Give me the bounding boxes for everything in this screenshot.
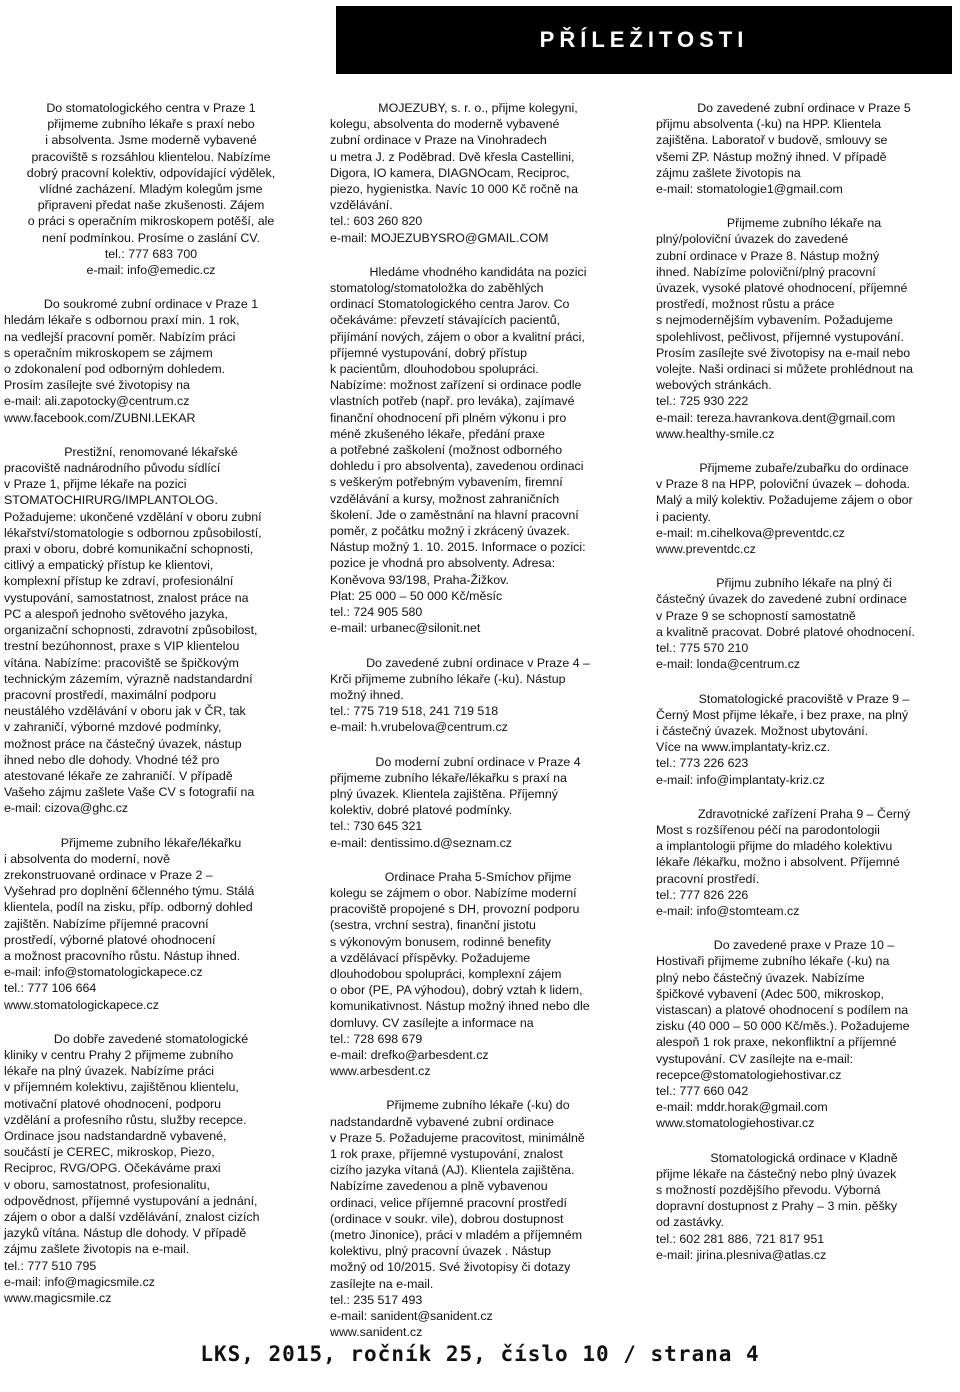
ad-line: na vedlejší pracovní poměr. Nabízím práci xyxy=(4,329,236,344)
ad-line: tel.: 724 905 580 xyxy=(330,605,423,620)
ad-line: zajištěna. Laboratoř v budově, smlouvy se xyxy=(656,133,888,148)
ad-line: Stomatologická ordinace v Kladně xyxy=(710,1150,898,1165)
ad-line: zájmu zašlete životopis na xyxy=(656,165,801,180)
ad-line: a potřebné zaškolení (možnost odborného xyxy=(330,443,563,458)
ad-line: atestované lékaře ze zahraničí. V případě xyxy=(4,768,233,783)
column-3 xyxy=(654,100,952,1281)
ad-line: e-mail: urbanec@silonit.net xyxy=(330,621,481,636)
ad-line: Prestižní, renomované lékařské xyxy=(64,444,238,459)
ad-line: k pacientům, dlouhodobou spolupráci. xyxy=(330,362,539,377)
classified-ad xyxy=(654,1150,952,1263)
ad-line: tel.: 603 260 820 xyxy=(330,214,423,229)
ad-line: www.facebook.com/ZUBNI.LEKAR xyxy=(4,410,196,425)
ad-line: zisku (40 000 – 50 000 Kč/měs.). Požadujeme xyxy=(656,1019,910,1034)
ad-line: Do zavedené praxe v Praze 10 – xyxy=(713,938,895,953)
ad-line: e-mail: ali.zapotocky@centrum.cz xyxy=(4,394,190,409)
ad-line: www.stomatologiehostivar.cz xyxy=(656,1116,815,1131)
classified-ad xyxy=(0,100,298,278)
ad-line: všemi ZP. Nástup možný ihned. V případě xyxy=(656,149,887,164)
ad-line: tel.: 775 570 210 xyxy=(656,641,749,656)
ad-line: příjemné vystupování, dobrý přístup xyxy=(330,345,527,360)
ad-line: v oboru, samostatnost, profesionalitu, xyxy=(4,1177,210,1192)
ad-line: i pacienty. xyxy=(656,509,711,524)
ad-line: Černý Most přijme lékaře, i bez praxe, na plný xyxy=(656,707,909,722)
ad-line: Přijmeme zubaře/zubařku do ordinace xyxy=(699,461,909,476)
ad-line: pozice je vhodná pro absolventy. Adresa: xyxy=(330,556,556,571)
ad-line: hledám lékaře s odbornou praxí min. 1 rok, xyxy=(4,313,240,328)
ad-line: tel.: 777 683 700 xyxy=(104,246,198,261)
ad-line: a vzdělávací příspěvky. Požadujeme xyxy=(330,950,531,965)
ad-line: možnost práce na částečný úvazek, nástup xyxy=(4,736,242,751)
ad-line: Ordinace jsou nadstandardně vybavené, xyxy=(4,1128,227,1143)
ad-line: Do stomatologického centra v Praze 1 xyxy=(46,101,256,115)
ad-line: součástí je CEREC, mikroskop, Piezo, xyxy=(4,1145,215,1160)
ad-line: vzdělávání a kursy, možnost zahraničních xyxy=(330,491,560,506)
ad-line: Malý a milý kolektiv. Požadujeme zájem o obor xyxy=(656,493,913,508)
ad-line: v Praze 5. Požadujeme pracovitost, minimálně xyxy=(330,1130,585,1145)
ad-line: Hledáme vhodného kandidáta na pozici xyxy=(369,264,587,279)
ad-line: (metro Jinonice), práci v mladém a příjemném xyxy=(330,1228,583,1242)
ad-line: ihned. Nabízíme poloviční/plný pracovní xyxy=(656,264,876,279)
ad-line: nadstandardně vybavené zubní ordinace xyxy=(330,1114,554,1129)
ad-line: s výkonovým bonusem, rodinné benefity xyxy=(330,934,552,949)
ad-line: dopravní dostupnost z Prahy – 3 min. pěšky xyxy=(656,1199,898,1214)
ad-line: cizího jazyka vítaná (AJ). Klientela zajištěna. xyxy=(330,1163,575,1178)
ad-line: přijmeme zubního lékaře/lékařku s praxí na xyxy=(330,770,567,785)
ad-line: vítána. Nabízíme: pracoviště se špičkovým xyxy=(4,655,239,670)
ad-line: kolegu, absolventa do moderně vybavené xyxy=(330,117,560,132)
ad-line: pracovní prostředí, maximální podporu xyxy=(4,687,217,702)
ad-line: v zahraničí, výborné mzdové podmínky, xyxy=(4,720,222,735)
ad-line: možný ihned. xyxy=(330,687,404,702)
ad-line: e-mail: info@emedic.cz xyxy=(86,263,216,278)
ad-line: vlídné zacházení. Mladým kolegům jsme xyxy=(39,182,263,197)
ad-line: stomatolog/stomatoložka do zaběhlých xyxy=(330,281,544,296)
ad-line: Hostivaři přijmeme zubního lékaře (-ku) na xyxy=(656,954,890,969)
ad-line: MOJEZUBY, s. r. o., přijme kolegyni, xyxy=(378,101,578,115)
column-2 xyxy=(328,100,626,1358)
ad-line: tel.: 773 226 623 xyxy=(656,756,749,771)
classified-ad xyxy=(0,444,298,817)
classified-ad xyxy=(328,100,626,246)
ad-line: plný úvazek. Klientela zajištěna. Příjemný xyxy=(330,786,558,801)
ad-line: tel.: 777 826 226 xyxy=(656,887,749,902)
ad-line: méně zkušeného lékaře, předání praxe xyxy=(330,426,545,441)
ad-line: Nástup možný 1. 10. 2015. Informace o pozici: xyxy=(330,540,586,555)
classified-ad xyxy=(0,835,298,1013)
ad-line: i absolventa. Jsme moderně vybavené xyxy=(45,133,257,148)
ad-line: a možnost pracovního růstu. Nástup ihned. xyxy=(4,948,241,963)
ad-line: plný/poloviční úvazek do zavedené xyxy=(656,232,849,247)
ad-line: není podmínkou. Prosíme o zaslání CV. xyxy=(42,230,260,245)
ad-line: Do zavedené zubní ordinace v Praze 5 xyxy=(697,101,911,115)
ad-line: dlouhodobou spolupráci, komplexní zájem xyxy=(330,966,562,981)
ad-line: volejte. Naši ordinaci si můžete prohlédnout na xyxy=(656,362,913,377)
ad-line: plný nebo částečný úvazek. Nabízíme xyxy=(656,970,865,985)
ad-line: e-mail: dentissimo.d@seznam.cz xyxy=(330,835,512,850)
ad-line: vystupování. CV zasílejte na e-mail: xyxy=(656,1051,853,1066)
ad-line: e-mail: info@stomatologickapece.cz xyxy=(4,965,203,980)
ad-line: v Praze 8 na HPP, poloviční úvazek – dohoda. xyxy=(656,477,910,492)
ad-line: možný od 10/2015. Své životopisy či dotazy xyxy=(330,1260,571,1275)
ad-line: e-mail: m.cihelkova@preventdc.cz xyxy=(656,525,845,540)
ad-line: PC a alespoň jednoho světového jazyka, xyxy=(4,606,228,621)
classified-ad xyxy=(328,655,626,736)
ad-line: www.sanident.cz xyxy=(330,1325,423,1340)
ad-line: e-mail: tereza.havrankova.dent@gmail.com xyxy=(656,410,896,425)
ad-line: Krči přijmeme zubního lékaře (-ku). Nástup xyxy=(330,671,566,686)
ad-line: ordinací Stomatologického centra Jarov. Co xyxy=(330,297,570,312)
classified-ad xyxy=(328,264,626,637)
ad-line: o práci s operačním mikroskopem potěší, ale xyxy=(27,214,275,229)
classified-ad xyxy=(654,691,952,788)
ad-line: Nabízíme: možnost zařízení si ordinace podle xyxy=(330,378,582,393)
classified-ad xyxy=(328,869,626,1080)
ad-line: prostředí, možnost růstu a práce xyxy=(656,297,835,312)
ad-line: tel.: 777 660 042 xyxy=(656,1083,749,1098)
ad-line: přijmeme zubního lékaře s praxí nebo xyxy=(47,117,255,132)
ad-line: v Praze 9 se schopností samostatně xyxy=(656,608,856,623)
ad-line: zájem o obor a další vzdělávání, znalost cizích xyxy=(4,1210,260,1224)
ad-line: tel.: 775 719 518, 241 719 518 xyxy=(330,704,499,719)
ad-line: spolehlivost, pečlivost, příjemné vystupování. xyxy=(656,329,904,344)
ad-line: tel.: 235 517 493 xyxy=(330,1292,423,1307)
ad-line: Vyšehrad pro doplnění 6členného týmu. Stálá xyxy=(4,884,255,899)
ad-line: pracovní prostředí. xyxy=(656,871,760,886)
ad-line: www.magicsmile.cz xyxy=(4,1291,112,1306)
ad-line: zrekonstruované ordinace v Praze 2 – xyxy=(4,867,213,882)
ad-line: Nabízíme zavedenou a plně vybavenou xyxy=(330,1179,548,1194)
classified-ad xyxy=(328,1097,626,1340)
ad-line: praxi v oboru, dobré komunikační schopnosti, xyxy=(4,542,254,557)
ad-line: Do zavedené zubní ordinace v Praze 4 – xyxy=(366,655,590,670)
ad-line: Stomatologické pracoviště v Praze 9 – xyxy=(698,691,910,706)
ad-line: klientela, podíl na zisku, příp. odborný dohled xyxy=(4,900,253,915)
ad-line: Reciproc, RVG/OPG. Očekáváme praxi xyxy=(4,1161,221,1176)
ad-line: Do soukromé zubní ordinace v Praze 1 xyxy=(43,297,259,312)
ad-line: (sestra, vrchní sestra), finanční jistotu xyxy=(330,918,536,933)
ad-line: Plat: 25 000 – 50 000 Kč/měsíc xyxy=(330,588,503,603)
ad-line: Zdravotnické zařízení Praha 9 – Černý xyxy=(697,806,911,821)
ad-line: zajištěn. Nabízíme příjemné pracovní xyxy=(4,916,209,931)
ad-line: Prosím zasílejte své životopisy na xyxy=(4,378,190,393)
ad-line: finanční ohodnocení při plném výkonu i pro xyxy=(330,410,567,425)
ad-line: s operačním mikroskopem se zájmem xyxy=(4,345,213,360)
ad-line: o obor (PE, PA výhodou), dobrý vztah k lidem, xyxy=(330,983,583,998)
ad-line: očekáváme: převzetí stávajících pacientů, xyxy=(330,313,561,328)
ad-line: domluvy. CV zasílejte a informace na xyxy=(330,1015,534,1030)
ad-line: tel.: 602 281 886, 721 817 951 xyxy=(656,1231,825,1246)
ad-line: komunikativnost. Nástup možný ihned nebo dle xyxy=(330,999,590,1014)
ad-line: Do moderní zubní ordinace v Praze 4 xyxy=(375,754,581,769)
ad-line: jazyků vítána. Nástup dle dohody. V případě xyxy=(4,1226,247,1241)
ad-line: kolektivu, plný pracovní úvazek . Nástup xyxy=(330,1244,552,1259)
ad-line: vlastních potřeb (např. pro leváka), zajímavé xyxy=(330,394,575,409)
ad-line: s veškerým potřebným vybavením, firemní xyxy=(330,475,563,490)
ad-line: organizační schopnosti, zdravotní způsobilost, xyxy=(4,623,258,638)
ad-line: od zastávky. xyxy=(656,1215,724,1230)
classified-ad xyxy=(654,215,952,442)
ad-line: www.arbesdent.cz xyxy=(330,1064,431,1079)
ad-line: STOMATOCHIRURG/IMPLANTOLOG. xyxy=(4,493,218,508)
ad-line: zasílejte na e-mail. xyxy=(330,1276,434,1291)
section-banner xyxy=(336,6,952,74)
ad-line: v Praze 1, přijme lékaře na pozici xyxy=(4,477,187,492)
ad-line: neustálého vzdělávání v oboru jak v ČR, tak xyxy=(4,704,246,719)
ad-line: e-mail: cizova@ghc.cz xyxy=(4,801,129,816)
ad-line: o zdokonalení pod odborným dohledem. xyxy=(4,362,226,377)
ad-line: www.healthy-smile.cz xyxy=(656,426,775,441)
ad-line: tel.: 730 645 321 xyxy=(330,819,423,834)
ad-line: recepce@stomatologiehostivar.cz xyxy=(656,1067,842,1082)
ad-line: webových stránkách. xyxy=(656,378,772,393)
ad-line: odpovědnost, příjemné vystupování a jednání, xyxy=(4,1193,258,1208)
ad-line: kolektiv, dobré platové podmínky. xyxy=(330,803,513,818)
ad-line: i částečný úvazek. Možnost ubytování. xyxy=(656,723,869,738)
ad-line: lékařství/stomatologie s odbornou způsobilostí, xyxy=(4,525,262,540)
ad-line: e-mail: info@implantaty-kriz.cz xyxy=(656,772,825,787)
ad-line: e-mail: jirina.plesniva@atlas.cz xyxy=(656,1247,827,1262)
ad-line: prostředí, výborné platové ohodnocení xyxy=(4,932,216,947)
ad-line: 1 rok praxe, příjemné vystupování, znalost xyxy=(330,1146,563,1161)
ad-line: tel.: 777 510 795 xyxy=(4,1258,97,1273)
ad-line: s nejmodernějším vybavením. Požadujeme xyxy=(656,313,893,328)
ad-line: vzdělání a profesního růstu, služby recepce. xyxy=(4,1112,247,1127)
ad-line: kolegu se zájmem o obor. Nabízíme moderní xyxy=(330,885,577,900)
ad-line: a implantologii přijme do mladého kolektivu xyxy=(656,839,893,854)
ad-line: Požadujeme: ukončené vzdělání v oboru zubní xyxy=(4,509,262,524)
ad-line: Přijmu zubního lékaře na plný či xyxy=(716,576,892,591)
ad-line: Více na www.implantaty-kriz.cz. xyxy=(656,740,831,755)
ad-line: Most s rozšířenou péčí na parodontologii xyxy=(656,822,880,837)
classified-ad xyxy=(654,100,952,197)
ad-line: e-mail: h.vrubelova@centrum.cz xyxy=(330,720,508,735)
column-1 xyxy=(0,100,298,1324)
ad-line: www.stomatologickapece.cz xyxy=(4,997,159,1012)
ad-line: www.preventdc.cz xyxy=(656,542,756,557)
ad-line: Koněvova 93/198, Praha-Žižkov. xyxy=(330,572,509,587)
ad-line: Digora, IO kamera, DIAGNOcam, Reciproc, xyxy=(330,165,570,180)
classified-ad xyxy=(328,754,626,851)
ad-line: u metra J. z Poděbrad. Dvě křesla Castellini, xyxy=(330,149,575,164)
ad-line: e-mail: stomatologie1@gmail.com xyxy=(656,182,843,197)
classified-ad xyxy=(654,937,952,1131)
ad-line: vistascan) a platové ohodnocení s podílem na xyxy=(656,1002,909,1017)
ad-line: citlivý a empatický přístup ke klientovi, xyxy=(4,558,214,573)
ad-line: Ordinace Praha 5-Smíchov přijme xyxy=(384,869,572,884)
ad-line: trestní bezúhonnost, praxe s VIP klientelou xyxy=(4,639,240,654)
classified-ad xyxy=(654,460,952,557)
ad-line: zubní ordinace v Praze 8. Nástup možný xyxy=(656,248,880,263)
ad-line: školení. Jde o zaměstnání na hlavní pracovní xyxy=(330,507,579,522)
ad-line: (ordinace v soukr. vile), dobrou dostupnost xyxy=(330,1211,564,1226)
ad-line: piezo, hygienistka. Navíc 10 000 Kč ročně na xyxy=(330,182,578,197)
page-footer: LKS, 2015, ročník 25, číslo 10 / strana 4 xyxy=(200,1342,760,1366)
ad-line: s možností pozdějšího převodu. Výborná xyxy=(656,1182,881,1197)
ad-line: připraveni předat naše zkušenosti. Zájem xyxy=(37,198,265,213)
ad-line: zubní ordinace v Praze na Vinohradech xyxy=(330,133,547,148)
ad-line: špičkové vybavení (Adec 500, mikroskop, xyxy=(656,986,884,1001)
classified-ad xyxy=(654,806,952,919)
ad-line: Přijmeme zubního lékaře na xyxy=(726,216,882,231)
ad-line: tel.: 725 930 222 xyxy=(656,394,749,409)
ad-line: i absolventa do moderní, nově xyxy=(4,851,171,866)
ad-line: lékaře /lékařku, možno i absolvent. Příjemné xyxy=(656,855,900,870)
ad-line: pracoviště s rozsáhlou klientelou. Nabízíme xyxy=(31,149,271,164)
ad-line: poměr, z počátku možný i zkrácený úvazek. xyxy=(330,524,570,539)
classified-ad xyxy=(654,575,952,672)
ad-line: Prosím zasílejte své životopisy na e-mail nebo xyxy=(656,345,911,360)
ad-line: Přijmeme zubního lékaře (-ku) do xyxy=(386,1098,570,1113)
ad-line: e-mail: info@stomteam.cz xyxy=(656,903,800,918)
ad-line: úvazek, vysoké platové ohodnocení, příjemné xyxy=(656,281,908,296)
classified-ad xyxy=(0,296,298,426)
ad-line: vzdělávání. xyxy=(330,198,393,213)
ad-line: e-mail: drefko@arbesdent.cz xyxy=(330,1047,489,1062)
ad-line: ihned nebo dle dohody. Vhodné též pro xyxy=(4,752,220,767)
ad-line: pracoviště propojené s DH, provozní podporu xyxy=(330,902,580,917)
ad-line: dohledu i pro absolventa), zavedenou ordinaci xyxy=(330,459,584,474)
ad-line: e-mail: londa@centrum.cz xyxy=(656,657,801,672)
ad-line: přijmu absolventa (-ku) na HPP. Klientela xyxy=(656,117,881,132)
ad-line: lékaře na plný úvazek. Nabízíme práci xyxy=(4,1064,215,1079)
ad-line: pracoviště nadnárodního původu sídlící xyxy=(4,461,221,476)
ad-line: tel.: 728 698 679 xyxy=(330,1031,423,1046)
ad-line: technickým zázemím, výrazně nadstandardní xyxy=(4,671,253,686)
ad-line: e-mail: mddr.horak@gmail.com xyxy=(656,1100,828,1115)
ad-line: motivační platové ohodnocení, podporu xyxy=(4,1096,221,1111)
ad-line: přijme lékaře na částečný nebo plný úvazek xyxy=(656,1166,897,1181)
ad-line: zájmu zašlete životopis na e-mail. xyxy=(4,1242,190,1257)
section-title: PŘÍLEŽITOSTI xyxy=(539,26,749,52)
ad-line: ordinaci, velice příjemné pracovní prostředí xyxy=(330,1195,567,1210)
ad-line: a kvalitně pracovat. Dobré platové ohodnocení. xyxy=(656,624,915,639)
ad-line: částečný úvazek do zavedené zubní ordinace xyxy=(656,592,907,607)
classified-ad xyxy=(0,1031,298,1306)
ad-line: e-mail: info@magicsmile.cz xyxy=(4,1274,155,1289)
ad-line: komplexní přístup ke zdraví, profesionální xyxy=(4,574,234,589)
ad-line: přijímání nových, zájem o obor a kvalitní práci, xyxy=(330,329,585,344)
ad-line: alespoň 1 rok praxe, nekonfliktní a příjemné xyxy=(656,1035,897,1050)
ad-line: v příjemném kolektivu, zajištěnou klientelu, xyxy=(4,1080,239,1095)
ad-line: e-mail: MOJEZUBYSRO@GMAIL.COM xyxy=(330,230,549,245)
ad-line: tel.: 777 106 664 xyxy=(4,981,97,996)
ad-line: e-mail: sanident@sanident.cz xyxy=(330,1309,493,1324)
ad-line: Do dobře zavedené stomatologické xyxy=(53,1031,249,1046)
ad-line: Přijmeme zubního lékaře/lékařku xyxy=(60,835,242,850)
ad-line: Vašeho zájmu zašlete Vaše CV s fotografií na xyxy=(4,785,255,800)
ad-line: vystupování, samostatnost, znalost práce na xyxy=(4,590,249,605)
ad-line: dobrý pracovní kolektiv, odpovídající výdělek, xyxy=(26,165,276,180)
ad-line: kliniky v centru Prahy 2 přijmeme zubního xyxy=(4,1047,234,1062)
